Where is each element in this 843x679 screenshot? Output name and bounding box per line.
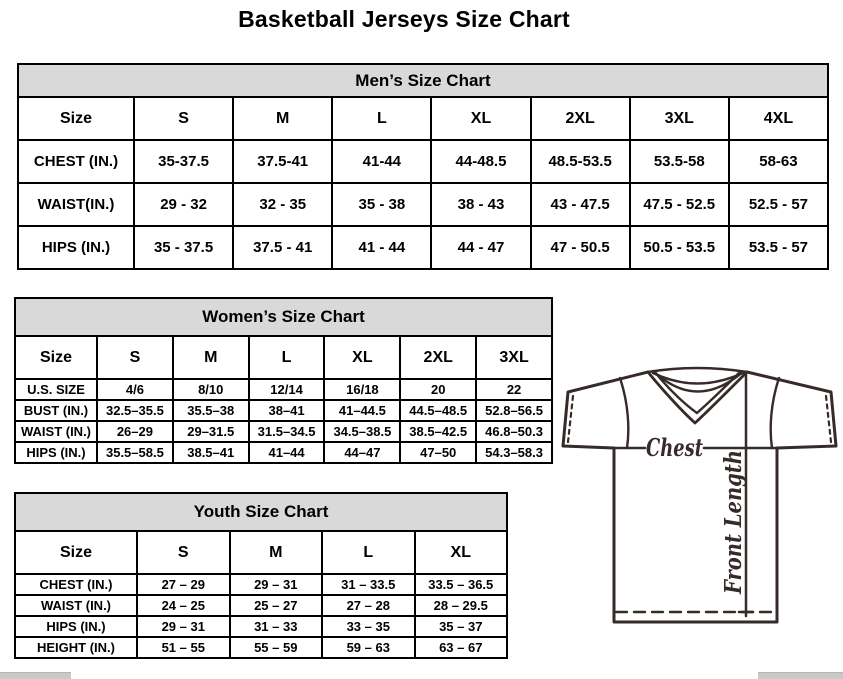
size-value: 27 – 29: [137, 574, 230, 595]
womens-table-title: Women’s Size Chart: [15, 298, 552, 336]
size-value: 51 – 55: [137, 637, 230, 658]
size-value: 53.5 - 57: [729, 226, 828, 269]
size-value: 24 – 25: [137, 595, 230, 616]
row-label: BUST (IN.): [15, 400, 97, 421]
table-row: [15, 400, 552, 421]
size-value: 29 - 32: [134, 183, 233, 226]
chest-label: Chest: [646, 433, 703, 462]
column-header: 4XL: [729, 97, 828, 140]
column-header: L: [322, 531, 415, 574]
size-value: 35 – 37: [415, 616, 508, 637]
size-value: 26–29: [97, 421, 173, 442]
size-value: 44–47: [324, 442, 400, 463]
size-value: 35.5–58.5: [97, 442, 173, 463]
size-value: 38.5–41: [173, 442, 249, 463]
size-value: 59 – 63: [322, 637, 415, 658]
row-label: WAIST (IN.): [15, 421, 97, 442]
size-value: 43 - 47.5: [531, 183, 630, 226]
size-value: 53.5-58: [630, 140, 729, 183]
mens-table-title: Men’s Size Chart: [18, 64, 828, 97]
size-value: 47–50: [400, 442, 476, 463]
size-value: 37.5-41: [233, 140, 332, 183]
size-value: 47 - 50.5: [531, 226, 630, 269]
size-value: 44-48.5: [431, 140, 530, 183]
size-value: 52.8–56.5: [476, 400, 552, 421]
corner-label: Size: [15, 336, 97, 379]
row-label: CHEST (IN.): [18, 140, 134, 183]
size-value: 44 - 47: [431, 226, 530, 269]
size-value: 25 – 27: [230, 595, 323, 616]
table-row: [18, 183, 828, 226]
size-value: 41–44: [249, 442, 325, 463]
page-title: Basketball Jerseys Size Chart: [238, 6, 570, 32]
size-value: 31 – 33.5: [322, 574, 415, 595]
youth-size-chart-table: [14, 492, 508, 659]
row-label: HIPS (IN.): [15, 442, 97, 463]
size-value: 35 - 38: [332, 183, 431, 226]
row-label: HIPS (IN.): [18, 226, 134, 269]
row-label: WAIST(IN.): [18, 183, 134, 226]
table-row: [18, 226, 828, 269]
table-row: [15, 421, 552, 442]
column-header: XL: [415, 531, 508, 574]
column-header: L: [249, 336, 325, 379]
womens-size-chart-table: [14, 297, 553, 464]
column-header: XL: [431, 97, 530, 140]
horizontal-scrollbar-fragment-left[interactable]: [0, 672, 71, 679]
table-row: [15, 595, 507, 616]
size-value: 12/14: [249, 379, 325, 400]
size-value: 33.5 – 36.5: [415, 574, 508, 595]
size-value: 38 - 43: [431, 183, 530, 226]
size-value: 29 – 31: [230, 574, 323, 595]
column-header: M: [173, 336, 249, 379]
row-label: U.S. SIZE: [15, 379, 97, 400]
column-header: 2XL: [531, 97, 630, 140]
size-value: 38–41: [249, 400, 325, 421]
size-value: 58-63: [729, 140, 828, 183]
column-header: S: [134, 97, 233, 140]
size-value: 29 – 31: [137, 616, 230, 637]
column-header: 3XL: [476, 336, 552, 379]
table-row: [15, 574, 507, 595]
column-header: S: [97, 336, 173, 379]
size-value: 48.5-53.5: [531, 140, 630, 183]
size-value: 46.8–50.3: [476, 421, 552, 442]
table-row: [18, 140, 828, 183]
jersey-armhole-seam-right: [771, 378, 779, 448]
horizontal-scrollbar-fragment-right[interactable]: [758, 672, 843, 679]
row-label: HEIGHT (IN.): [15, 637, 137, 658]
size-value: 50.5 - 53.5: [630, 226, 729, 269]
size-value: 16/18: [324, 379, 400, 400]
table-row: [15, 379, 552, 400]
size-value: 41–44.5: [324, 400, 400, 421]
mens-size-chart-table: [17, 63, 829, 270]
size-value: 32.5–35.5: [97, 400, 173, 421]
size-value: 54.3–58.3: [476, 442, 552, 463]
size-value: 38.5–42.5: [400, 421, 476, 442]
size-value: 32 - 35: [233, 183, 332, 226]
column-header: 2XL: [400, 336, 476, 379]
size-value: 8/10: [173, 379, 249, 400]
size-value: 52.5 - 57: [729, 183, 828, 226]
row-label: WAIST (IN.): [15, 595, 137, 616]
size-value: 55 – 59: [230, 637, 323, 658]
size-value: 29–31.5: [173, 421, 249, 442]
size-value: 34.5–38.5: [324, 421, 400, 442]
size-value: 28 – 29.5: [415, 595, 508, 616]
size-value: 47.5 - 52.5: [630, 183, 729, 226]
size-value: 41 - 44: [332, 226, 431, 269]
size-value: 22: [476, 379, 552, 400]
table-row: [15, 637, 507, 658]
table-row: [15, 616, 507, 637]
jersey-neckline: [648, 368, 747, 372]
column-header: 3XL: [630, 97, 729, 140]
size-value: 20: [400, 379, 476, 400]
table-row: [15, 442, 552, 463]
row-label: HIPS (IN.): [15, 616, 137, 637]
size-value: 35-37.5: [134, 140, 233, 183]
corner-label: Size: [18, 97, 134, 140]
row-label: CHEST (IN.): [15, 574, 137, 595]
jersey-armhole-seam-left: [620, 378, 628, 448]
size-value: 27 – 28: [322, 595, 415, 616]
size-value: 35 - 37.5: [134, 226, 233, 269]
column-header: M: [230, 531, 323, 574]
size-value: 37.5 - 41: [233, 226, 332, 269]
size-value: 41-44: [332, 140, 431, 183]
front-length-label: Front Length: [720, 424, 747, 594]
size-value: 35.5–38: [173, 400, 249, 421]
column-header: XL: [324, 336, 400, 379]
column-header: M: [233, 97, 332, 140]
youth-table-title: Youth Size Chart: [15, 493, 507, 531]
size-value: 31 – 33: [230, 616, 323, 637]
size-value: 33 – 35: [322, 616, 415, 637]
size-value: 44.5–48.5: [400, 400, 476, 421]
size-value: 4/6: [97, 379, 173, 400]
jersey-cuff-dash-left: [568, 396, 573, 442]
size-value: 63 – 67: [415, 637, 508, 658]
size-value: 31.5–34.5: [249, 421, 325, 442]
column-header: L: [332, 97, 431, 140]
jersey-measurement-diagram: [556, 358, 843, 628]
jersey-cuff-dash-right: [826, 396, 831, 442]
corner-label: Size: [15, 531, 137, 574]
column-header: S: [137, 531, 230, 574]
